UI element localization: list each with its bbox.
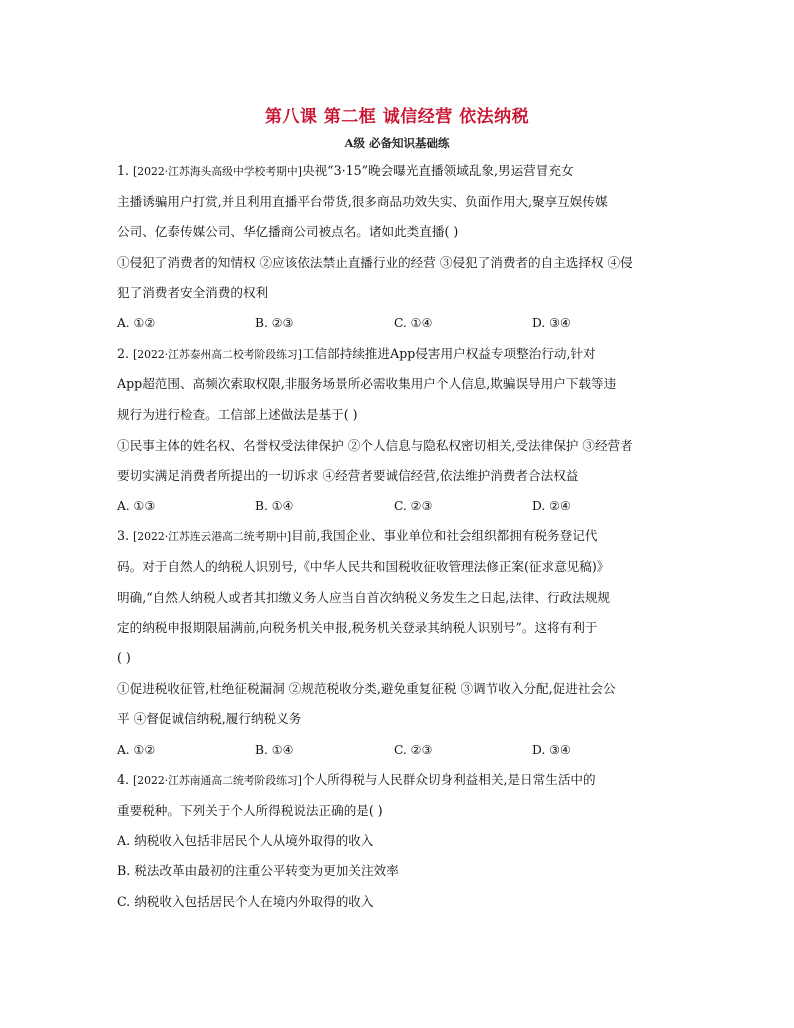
question-stem: ( ): [117, 650, 131, 665]
question-number: 4.: [117, 772, 130, 787]
question-stem: 码。对于自然人的纳税人识别号,《中华人民共和国税收征收管理法修正案(征求意见稿)》: [117, 559, 610, 574]
question-1-line-1: [117, 162, 697, 181]
section-subtitle: A级 必备知识基础练: [344, 136, 450, 150]
question-number: 1.: [117, 163, 130, 178]
option-c: C. ①④: [394, 316, 433, 330]
question-source: [2022·江苏泰州高二校考阶段练习]: [133, 348, 302, 361]
option-a: A. ①②: [117, 316, 156, 330]
question-statement: 要切实满足消费者所提出的一切诉求 ④经营者要诚信经营,依法维护消费者合法权益: [117, 468, 579, 483]
option-d: D. ②④: [532, 499, 571, 513]
question-number: 2.: [117, 346, 130, 361]
question-4-line-1: [117, 771, 697, 790]
question-stem: App超范围、高频次索取权限,非服务场景所必需收集用户个人信息,欺骗误导用户下载等违: [117, 376, 617, 391]
question-source: [2022·江苏海头高级中学校考期中]: [133, 165, 302, 178]
option-a: A. ①②: [117, 743, 156, 757]
question-3-line-1: [117, 527, 697, 546]
question-stem: 个人所得税与人民群众切身利益相关,是日常生活中的: [301, 772, 596, 787]
question-stem: 明确,“自然人纳税人或者其扣缴义务人应当自首次纳税义务发生之日起,法律、行政法规规: [117, 590, 611, 605]
question-stem: 工信部持续推进App侵害用户权益专项整治行动,针对: [301, 346, 596, 361]
question-stem: 公司、亿泰传媒公司、华亿播商公司被点名。诸如此类直播( ): [117, 224, 459, 239]
choice-c: C. 纳税收入包括居民个人在境内外取得的收入: [117, 894, 374, 909]
question-statement: ①侵犯了消费者的知情权 ②应该依法禁止直播行业的经营 ③侵犯了消费者的自主选择权 ④侵: [117, 255, 633, 270]
question-statement: 平 ④督促诚信纳税,履行纳税义务: [117, 711, 302, 726]
option-c: C. ②③: [394, 743, 433, 757]
question-stem: 央视“3·15”晚会曝光直播领域乱象,男运营冒充女: [301, 163, 574, 178]
option-b: B. ①④: [255, 499, 294, 513]
option-b: B. ①④: [255, 743, 294, 757]
option-a: A. ①③: [117, 499, 156, 513]
question-statement: ①促进税收征管,杜绝征税漏洞 ②规范税收分类,避免重复征税 ③调节收入分配,促进社会公: [117, 681, 616, 696]
lesson-title: 第八课 第二框 诚信经营 依法纳税: [264, 107, 530, 127]
option-b: B. ②③: [255, 316, 294, 330]
question-stem: 重要税种。下列关于个人所得税说法正确的是( ): [117, 803, 383, 818]
question-statement: ①民事主体的姓名权、名誉权受法律保护 ②个人信息与隐私权密切相关,受法律保护 ③经营者: [117, 438, 633, 453]
option-d: D. ③④: [532, 316, 571, 330]
choice-a: A. 纳税收入包括非居民个人从境外取得的收入: [117, 833, 374, 848]
question-stem: 目前,我国企业、事业单位和社会组织都拥有税务登记代: [291, 528, 598, 543]
question-stem: 定的纳税申报期限届满前,向税务机关申报,税务机关登录其纳税人识别号”。这将有利于: [117, 620, 598, 635]
choice-b: B. 税法改革由最初的注重公平转变为更加关注效率: [117, 863, 399, 878]
question-source: [2022·江苏南通高二统考阶段练习]: [133, 774, 302, 787]
question-source: [2022·江苏连云港高二统考期中]: [133, 530, 292, 543]
question-stem: 规行为进行检查。工信部上述做法是基于( ): [117, 407, 358, 422]
option-d: D. ③④: [532, 743, 571, 757]
question-statement: 犯了消费者安全消费的权利: [117, 285, 269, 300]
question-2-line-1: [117, 345, 697, 364]
question-number: 3.: [117, 528, 130, 543]
question-stem: 主播诱骗用户打赏,并且利用直播平台带货,很多商品功效失实、负面作用大,聚享互娱传媒: [117, 194, 608, 209]
option-c: C. ②③: [394, 499, 433, 513]
